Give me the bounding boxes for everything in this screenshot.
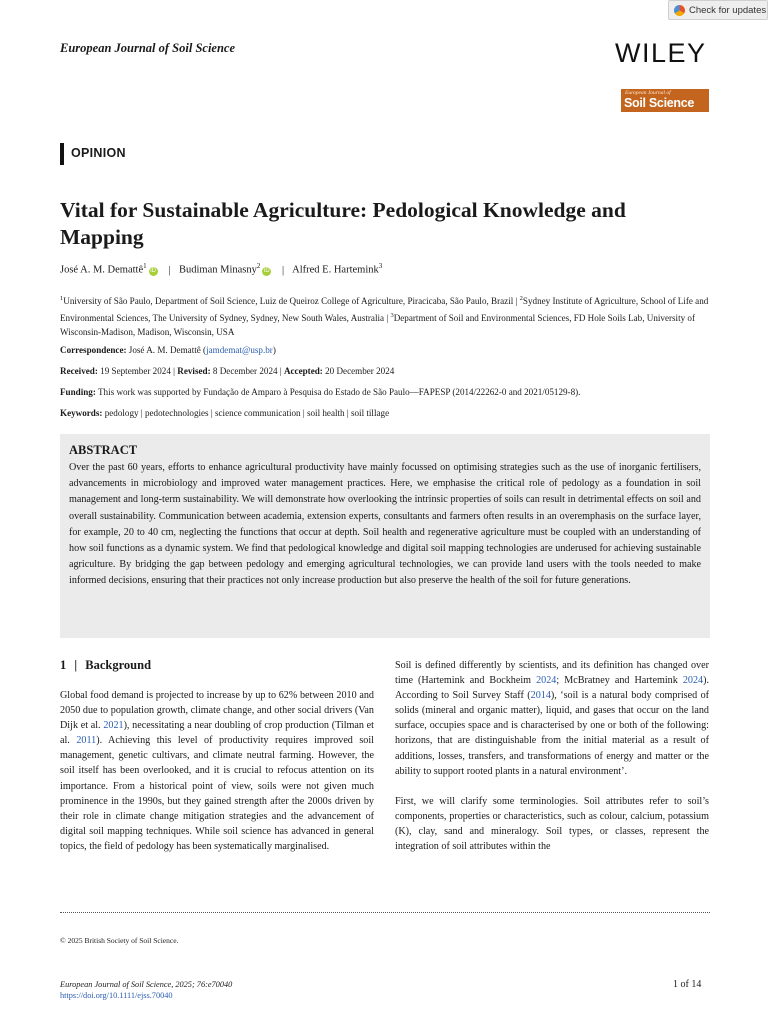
keyword: soil health bbox=[306, 408, 345, 418]
paragraph-text: Soil is defined differently by scientists, and its definition has changed over time (Hartemink and Bockheim bbox=[395, 660, 709, 687]
keyword: pedology bbox=[104, 408, 139, 418]
author-list bbox=[60, 262, 382, 276]
publisher-logo: WILEY bbox=[615, 38, 707, 68]
check-for-updates-button[interactable] bbox=[668, 0, 768, 20]
paragraph-text: ), necessitating a near doubling of crop production (Tilman et al. bbox=[60, 720, 374, 747]
date-separator: | bbox=[173, 366, 178, 376]
affiliations bbox=[60, 292, 712, 340]
column-left bbox=[60, 688, 374, 854]
correspondence: Correspondence: José A. M. Demattê (jamdemat@usp.br) bbox=[60, 345, 276, 355]
footer-divider bbox=[60, 912, 710, 913]
abstract-heading: ABSTRACT bbox=[69, 443, 138, 457]
author-affil-sup: 1 bbox=[143, 262, 147, 270]
article-dates bbox=[60, 366, 394, 376]
paragraph-text: ). According to Soil Survey Staff ( bbox=[395, 675, 709, 702]
paragraph-text: ; McBratney and Hartemink bbox=[556, 675, 683, 687]
doi-link[interactable]: https://doi.org/10.1111/ejss.70040 bbox=[60, 991, 173, 1000]
author-affil-sup: 2 bbox=[256, 262, 261, 270]
accepted-date: 20 December 2024 bbox=[325, 366, 395, 376]
affil-sup: 3 bbox=[390, 311, 394, 319]
journal-name: European Journal of Soil Science bbox=[60, 41, 236, 55]
citation-link[interactable]: 2024 bbox=[682, 675, 704, 687]
paragraph bbox=[395, 658, 709, 779]
page-number: 1 of 14 bbox=[673, 979, 702, 990]
author-separator: | bbox=[168, 264, 171, 276]
paragraph-text: ). Achieving this level of productivity requires improved soil management, genetic cultivars, and climate neutral farming. However, the soil itself has been overlooked, and it is crucial to refocus attention on its importance. From a historical point of view, soils were not given much prominence in the 1990s, but they gained strength after the 2000s driven by their role in climate change mitigation strategies and the advancement of digital soil mapping techniques. While soil science has advanced in general topics, the field of pedology has been systematically marginalised. bbox=[60, 735, 374, 852]
funding bbox=[60, 387, 580, 397]
correspondence-label: Correspondence: bbox=[60, 345, 127, 355]
paragraph-text: Global food demand is projected to increase by up to 62% between 2010 and 2050 due to population growth, climate change, and other social drivers (Van Dijk et al. bbox=[60, 690, 374, 732]
correspondence-email-link[interactable]: jamdemat@usp.br bbox=[206, 345, 273, 355]
author-affil-sup: 3 bbox=[378, 262, 383, 270]
article-type: OPINION bbox=[71, 146, 126, 160]
journal-logo bbox=[621, 89, 709, 112]
received-label: Received: bbox=[60, 366, 98, 376]
journal-logo-small-text: European Journal of bbox=[625, 90, 671, 96]
affil-sup: 2 bbox=[519, 295, 523, 302]
citation-link[interactable]: 2014 bbox=[530, 690, 551, 702]
date-separator: | bbox=[279, 366, 284, 376]
column-right bbox=[395, 658, 709, 854]
affil-separator: | bbox=[515, 296, 520, 307]
orcid-icon[interactable]: iD bbox=[150, 267, 156, 274]
funding-text: This work was supported by Fundação de Amparo à Pesquisa do Estado de São Paulo—FAPESP (2014/22262-0 and 2021/05129-8). bbox=[98, 387, 581, 397]
abstract-text: Over the past 60 years, efforts to enhance agricultural productivity have mainly focussed on optimising strategies such as the use of inorganic fertilisers, advancements in microbiology and improved water management practices. Here, we emphasise the critical role of pedology as a foundation in soil management and long-term sustainability. We will demonstrate how overlooking the intrinsic properties of soils can result in detrimental effects on soil and overall sustainability. Communication between academia, extension experts, consultants and farmers often results in an overemphasis on the surface layer, for example, 20 to 40 cm, neglecting the functions that occur at depth. Soil health and regenerative agriculture must be coupled with an understanding of how soil functions as a dynamic system. We find that pedological knowledge and digital soil mapping technologies are underused for achieving sustainable agriculture. By bridging the gap between pedology and emerging agricultural technologies, we can provide land users with the tools needed to make informed decisions, ensuring that their practices not only increase production but also preserve the health of the soil for future generations. bbox=[69, 462, 701, 587]
keyword: pedotechnologies bbox=[144, 408, 209, 418]
section-number: 1 bbox=[60, 658, 67, 672]
citation-link[interactable]: 2011 bbox=[76, 735, 97, 747]
check-for-updates-label: Check for updates bbox=[689, 4, 767, 16]
section-separator: | bbox=[74, 658, 78, 672]
article-type-bar bbox=[60, 143, 64, 165]
section-heading bbox=[60, 658, 151, 673]
author-name[interactable]: Alfred E. Hartemink bbox=[292, 264, 379, 276]
paragraph: First, we will clarify some terminologies. Soil attributes refer to soil’s components, properties or characteristics, such as colour, calcium, potassium (K), clay, sand and mineralogy. Soil types, or classes, represent the integration of soil attributes within the bbox=[395, 795, 709, 853]
keyword: soil tillage bbox=[350, 408, 390, 418]
copyright: © 2025 British Society of Soil Science. bbox=[60, 936, 179, 945]
crossmark-icon bbox=[674, 5, 685, 16]
affil-sup: 1 bbox=[60, 295, 64, 302]
funding-label: Funding: bbox=[60, 387, 96, 397]
citation-link[interactable]: 2024 bbox=[536, 675, 557, 687]
received-date: 19 September 2024 bbox=[100, 366, 171, 376]
revised-date: 8 December 2024 bbox=[212, 366, 278, 376]
keywords-label: Keywords: bbox=[60, 408, 103, 418]
revised-label: Revised: bbox=[177, 366, 211, 376]
author-name[interactable]: José A. M. Demattê bbox=[60, 264, 144, 276]
correspondence-name: José A. M. Demattê bbox=[128, 345, 201, 355]
affil-separator: | bbox=[386, 312, 391, 323]
article-title: Vital for Sustainable Agriculture: Pedological Knowledge and Mapping bbox=[60, 198, 626, 249]
affiliation-1: University of São Paulo, Department of Soil Science, Luiz de Queiroz College of Agriculture, Piracicaba, São Paulo, Brazil bbox=[63, 296, 514, 307]
accepted-label: Accepted: bbox=[283, 366, 323, 376]
author-separator: | bbox=[281, 264, 285, 276]
citation-link[interactable]: 2021 bbox=[103, 720, 124, 732]
footer-citation: European Journal of Soil Science, 2025; 76:e70040 bbox=[60, 980, 233, 989]
keywords: Keywords: pedology | pedotechnologies | science communication | soil health | soil tillage bbox=[60, 408, 390, 418]
affiliation-3: Department of Soil and Environmental Sciences, FD Hole Soils Lab, University of Wisconsin-Madison, Madison, Wisconsin, USA bbox=[60, 312, 696, 338]
author-name[interactable]: Budiman Minasny bbox=[178, 264, 257, 276]
orcid-icon[interactable]: iD bbox=[264, 267, 270, 274]
keyword: science communication bbox=[214, 408, 301, 418]
journal-logo-text: Soil Science bbox=[624, 96, 695, 110]
section-title: Background bbox=[85, 658, 152, 672]
paragraph-text: ), ‘soil is a natural body comprised of solids (mineral and organic matter), liquid, and gases that occur on the land surface, occupies space and is characterised by one or both of the following: horizons, that are distinguishable from the initial material as a result of additions, losses, transfers, and transformations of energy and matter or the ability to support rooted plants in a natural environment’. bbox=[395, 690, 710, 777]
affiliation-2: Sydney Institute of Agriculture, School of Life and Environmental Sciences, The University of Sydney, Sydney, New South Wales, Australia bbox=[60, 296, 709, 323]
